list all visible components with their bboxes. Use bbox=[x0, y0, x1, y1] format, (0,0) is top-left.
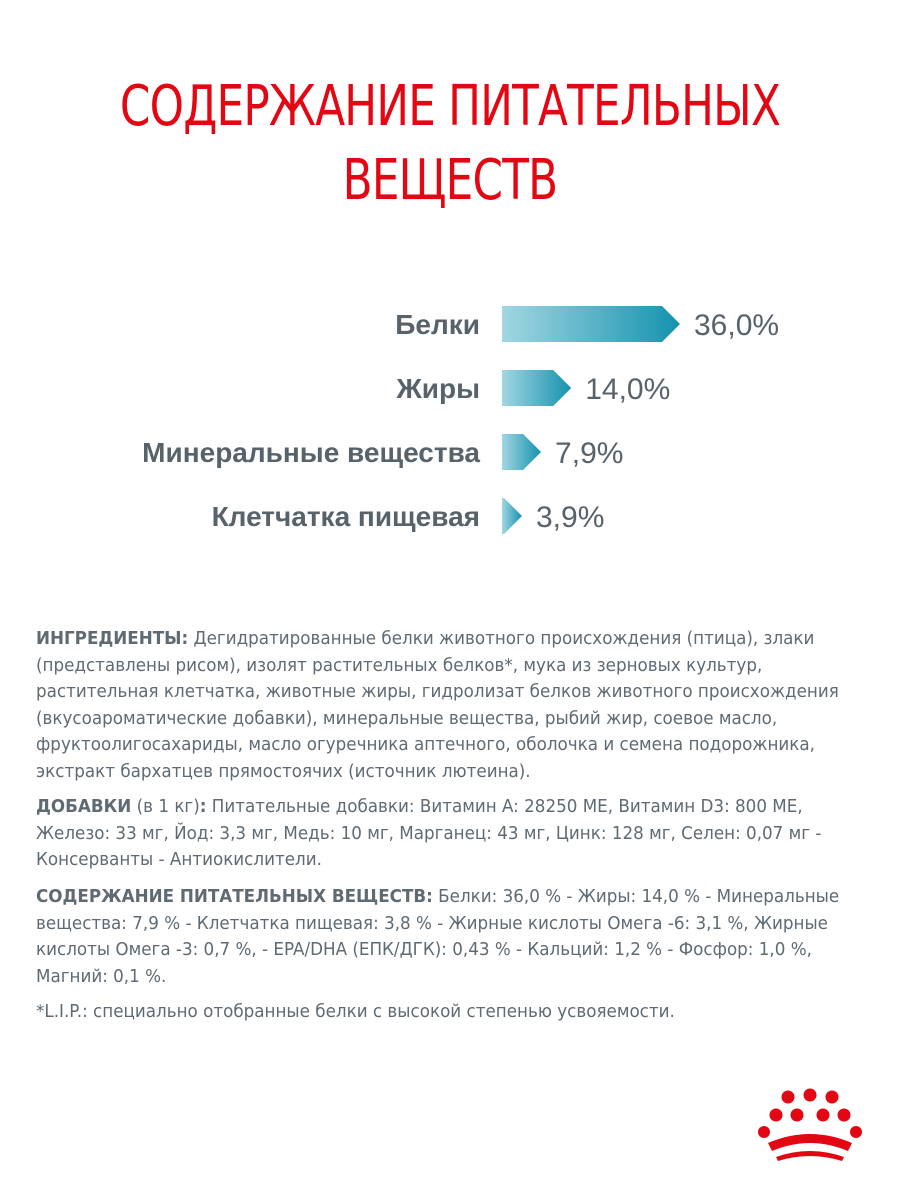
value-label-3: 3,9% bbox=[536, 501, 605, 534]
nutrients-text: Белки: 36,0 % - Жиры: 14,0 % - Минеральные вещества: 7,9 % - Клетчатка пищевая: 3,8 % - Жирные кислоты Омега -6: 3,1 %, Жирные кислоты Омега -3: 0,7 %, - EPA/DHA (ЕПК/ДГК): 0,43 % - Кальций: 1,2 % - Фосфор: 1,0 %, Магний: 0,1 %. bbox=[36, 886, 840, 987]
royal-canin-crown-icon bbox=[750, 1085, 870, 1165]
additives-text: Питательные добавки: Витамин A: 28250 МЕ, Витамин D3: 800 МЕ, Железо: 33 мг, Йод: 3,3 мг, Медь: 10 мг, Марганец: 43 мг, Цинк: 128 мг, Селен: 0,07 мг - Консерванты - Антиокислители. bbox=[36, 796, 822, 870]
category-label-3: Клетчатка пищевая bbox=[211, 501, 480, 532]
additives-colon: : bbox=[199, 796, 207, 817]
category-label-2: Минеральные вещества bbox=[142, 437, 480, 468]
footnote-text: *L.I.P.: специально отобранные белки с высокой степенью усвояемости. bbox=[36, 1001, 675, 1022]
category-label-0: Белки bbox=[395, 309, 480, 340]
ingredients-section bbox=[36, 626, 866, 785]
value-label-0: 36,0% bbox=[694, 309, 780, 342]
bar-1 bbox=[502, 370, 571, 406]
footnote-section bbox=[36, 999, 866, 1026]
nutrient-bar-chart bbox=[0, 300, 900, 580]
nutrients-section bbox=[36, 884, 866, 990]
value-label-1: 14,0% bbox=[585, 373, 671, 406]
bar-0 bbox=[502, 306, 680, 342]
additives-label: ДОБАВКИ bbox=[36, 796, 132, 817]
page-title bbox=[99, 70, 801, 218]
bar-3 bbox=[502, 498, 522, 534]
additives-sub: (в 1 кг) bbox=[131, 796, 200, 817]
ingredients-text: Дегидратированные белки животного происхождения (птица), злаки (представлены рисом), изолят растительных белков*, мука из зерновых культур, растительная клетчатка, животные жиры, гидролизат белков животного происхождения (вкусоароматические добавки), минеральные вещества, рыбий жир, соевое масло, фруктоолигосахариды, масло огуречника аптечного, оболочка и семена подорожника, экстракт бархатцев прямостоячих (источник лютеина). bbox=[36, 628, 839, 782]
ingredients-label: ИНГРЕДИЕНТЫ: bbox=[36, 628, 189, 649]
nutrients-label: СОДЕРЖАНИЕ ПИТАТЕЛЬНЫХ ВЕЩЕСТВ: bbox=[36, 886, 433, 907]
bar-2 bbox=[502, 434, 541, 470]
title-line-2: ВЕЩЕСТВ bbox=[342, 148, 558, 213]
additives-section bbox=[36, 794, 866, 874]
category-label-1: Жиры bbox=[396, 373, 480, 404]
title-line-1: СОДЕРЖАНИЕ ПИТАТЕЛЬНЫХ bbox=[119, 74, 781, 139]
value-label-2: 7,9% bbox=[555, 437, 624, 470]
